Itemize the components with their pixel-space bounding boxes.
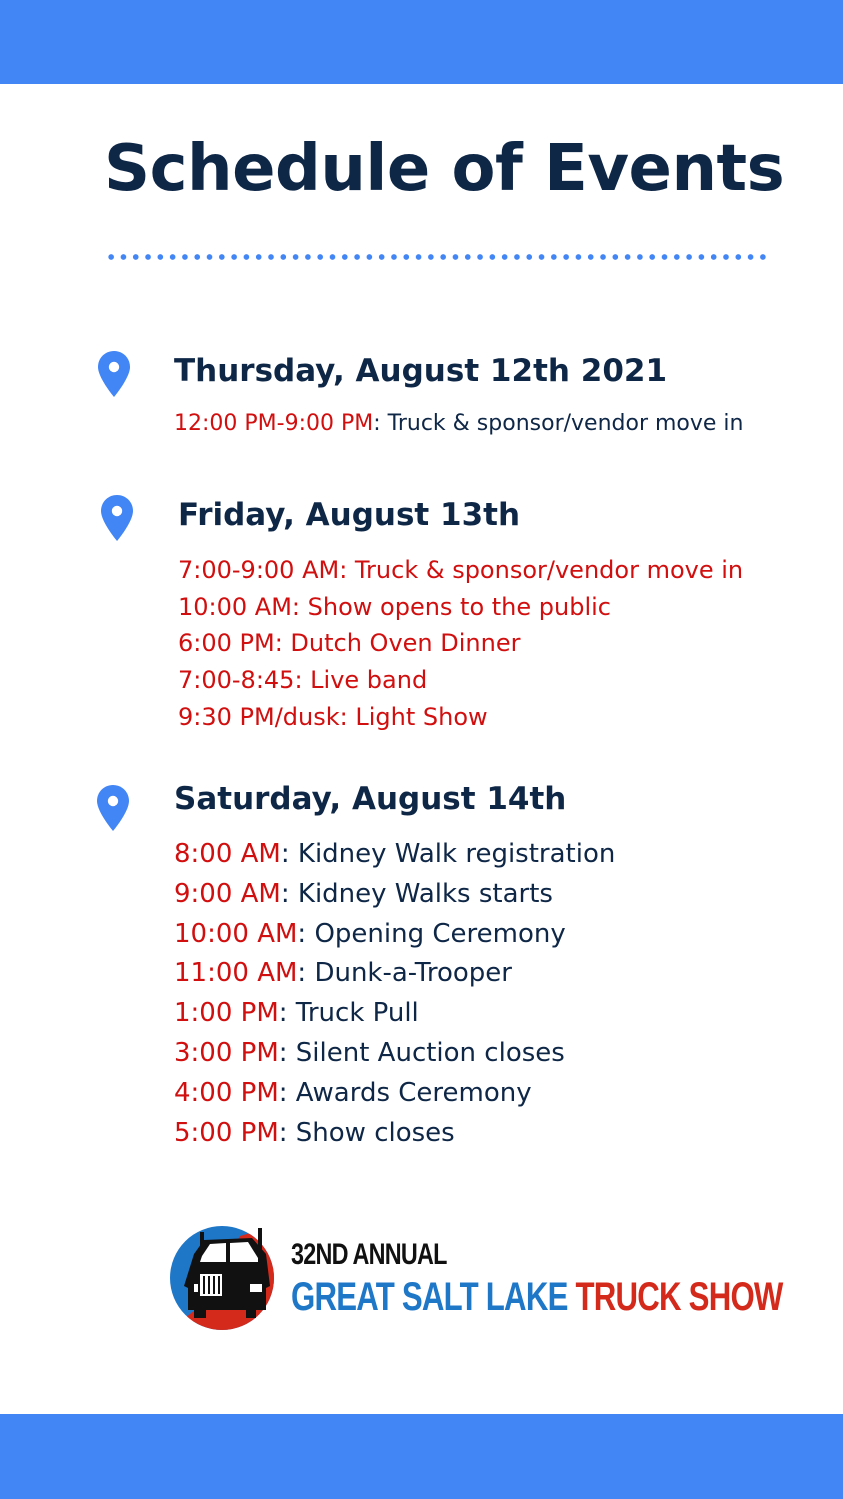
- schedule-time: 12:00 PM-9:00 PM: [174, 411, 374, 436]
- schedule-item: [174, 1074, 615, 1114]
- schedule-item: 7:00-8:45: Live band: [178, 666, 428, 695]
- schedule-item: 9:30 PM/dusk: Light Show: [178, 702, 488, 731]
- thursday-schedule: [174, 409, 743, 439]
- logo-title-blue: GREAT SALT LAKE: [291, 1275, 576, 1319]
- truck-icon: [170, 1226, 274, 1330]
- schedule-text: : Truck & sponsor/vendor move in: [373, 411, 744, 436]
- schedule-text: : Silent Auction closes: [278, 1037, 565, 1068]
- schedule-time: 4:00 PM: [174, 1077, 279, 1108]
- saturday-schedule: [174, 835, 615, 1153]
- friday-schedule: [178, 552, 743, 736]
- schedule-text: : Kidney Walks starts: [280, 878, 553, 909]
- schedule-text: : Awards Ceremony: [278, 1077, 532, 1108]
- schedule-time: 8:00 AM: [174, 839, 281, 869]
- location-pin-icon: [95, 784, 131, 832]
- schedule-text: : Truck Pull: [278, 998, 419, 1029]
- schedule-time: 5:00 PM: [174, 1117, 279, 1148]
- schedule-text: : Kidney Walk registration: [280, 839, 616, 869]
- bottom-banner: [0, 1414, 843, 1499]
- schedule-item: [174, 1034, 615, 1074]
- page-title: Schedule of Events: [104, 132, 785, 206]
- schedule-item: 10:00 AM: Show opens to the public: [178, 592, 611, 621]
- logo-subtitle: 32ND ANNUAL: [291, 1238, 447, 1271]
- schedule-item: [174, 1114, 615, 1154]
- schedule-item: [174, 835, 615, 875]
- location-pin-icon: [96, 350, 132, 398]
- schedule-time: 10:00 AM: [174, 918, 298, 949]
- schedule-item: 7:00-9:00 AM: Truck & sponsor/vendor move in: [178, 556, 744, 584]
- day-heading-friday: Friday, August 13th: [178, 497, 521, 533]
- schedule-text: : Show closes: [278, 1117, 455, 1148]
- schedule-time: 11:00 AM: [174, 958, 298, 989]
- day-heading-saturday: Saturday, August 14th: [174, 781, 567, 817]
- schedule-item: [174, 954, 615, 994]
- location-pin-icon: [99, 494, 135, 542]
- logo-title-red: TRUCK SHOW: [575, 1275, 783, 1319]
- top-banner: [0, 0, 843, 84]
- schedule-item: 6:00 PM: Dutch Oven Dinner: [178, 629, 521, 658]
- logo-title: [291, 1275, 783, 1320]
- schedule-time: 1:00 PM: [174, 998, 279, 1029]
- schedule-item: [174, 875, 615, 915]
- schedule-item: [174, 409, 743, 439]
- schedule-item: [174, 994, 615, 1034]
- schedule-text: : Opening Ceremony: [297, 918, 566, 949]
- schedule-text: : Dunk-a-Trooper: [297, 958, 512, 989]
- schedule-time: 3:00 PM: [174, 1037, 279, 1068]
- schedule-time: 9:00 AM: [174, 878, 281, 909]
- day-heading-thursday: Thursday, August 12th 2021: [174, 353, 668, 389]
- dotted-divider: [105, 253, 769, 261]
- schedule-item: [174, 915, 615, 955]
